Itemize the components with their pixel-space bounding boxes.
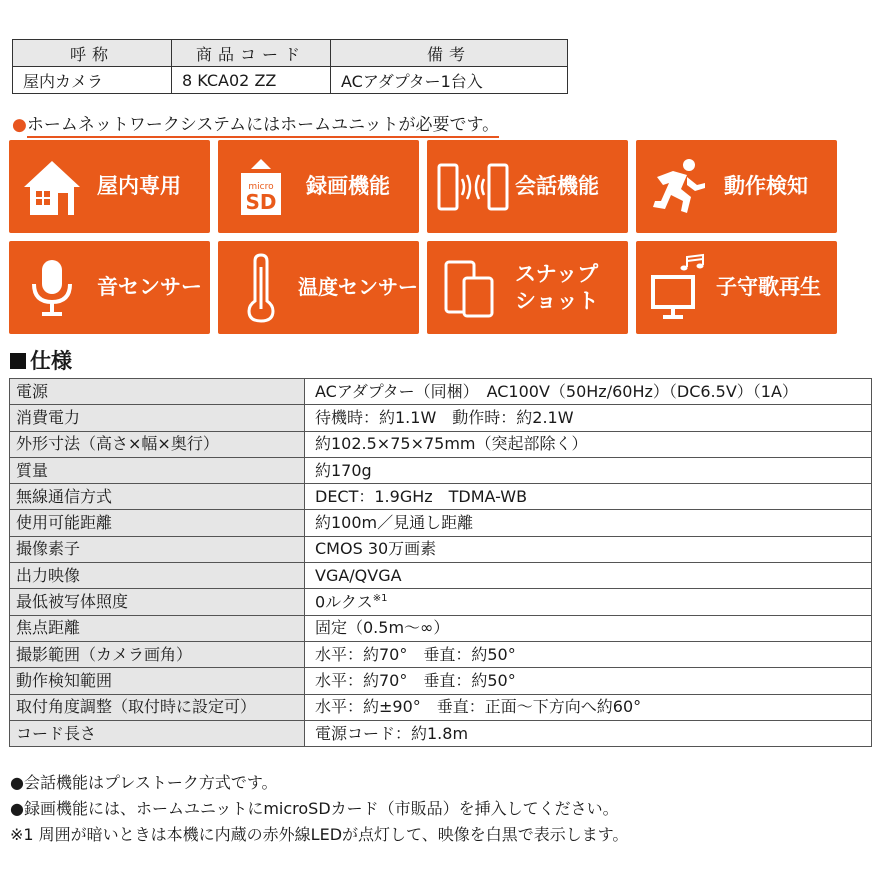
spec-value bbox=[305, 510, 872, 536]
smartphone-icon bbox=[435, 253, 505, 323]
spec-row bbox=[10, 510, 872, 536]
spec-value bbox=[305, 668, 872, 694]
feature-label: 会話機能 bbox=[515, 174, 599, 199]
spec-value-text: 約170g bbox=[315, 460, 372, 480]
spec-row bbox=[10, 720, 872, 746]
spec-value-text: CMOS 30万画素 bbox=[315, 539, 437, 559]
spec-value bbox=[305, 484, 872, 510]
spec-key: 消費電力 bbox=[10, 405, 305, 431]
spec-value-text: 約102.5×75×75mm（突起部除く） bbox=[315, 434, 588, 454]
spec-row bbox=[10, 484, 872, 510]
feature-label: 温度センサー bbox=[298, 275, 418, 299]
feature-temperature-sensor bbox=[218, 241, 419, 334]
spec-row bbox=[10, 563, 872, 589]
footnotes bbox=[10, 770, 628, 848]
spec-value bbox=[305, 615, 872, 641]
spec-value-text: 水平：約70° 垂直：約50° bbox=[315, 670, 516, 690]
microsd-icon bbox=[226, 152, 296, 222]
footnote: ●録画機能には、ホームユニットにmicroSDカード（市販品）を挿入してください。 bbox=[10, 799, 619, 818]
spec-value-text: ACアダプター（同梱） AC100V（50Hz/60Hz）（DC6.5V）（1A） bbox=[315, 381, 798, 401]
spec-value bbox=[305, 641, 872, 667]
spec-value bbox=[305, 563, 872, 589]
spec-key: 電源 bbox=[10, 379, 305, 405]
header-remarks: 備考 bbox=[331, 40, 568, 67]
spec-key: 撮像素子 bbox=[10, 536, 305, 562]
spec-value-text: DECT：1.9GHz TDMA-WB bbox=[315, 486, 528, 506]
spec-value bbox=[305, 431, 872, 457]
phone-talk-icon bbox=[435, 152, 511, 222]
microphone-icon bbox=[17, 253, 87, 323]
spec-key: 質量 bbox=[10, 457, 305, 483]
spec-row bbox=[10, 641, 872, 667]
spec-key: 使用可能距離 bbox=[10, 510, 305, 536]
product-table bbox=[12, 39, 568, 94]
feature-label: 音センサー bbox=[97, 275, 202, 300]
feature-label: 録画機能 bbox=[306, 174, 390, 199]
cell-remarks: ACアダプター1台入 bbox=[331, 67, 568, 94]
requirement-notice bbox=[12, 110, 499, 135]
feature-recording bbox=[218, 140, 419, 233]
feature-label: 屋内専用 bbox=[97, 174, 181, 199]
spec-value bbox=[305, 720, 872, 746]
spec-key: コード長さ bbox=[10, 720, 305, 746]
feature-sound-sensor bbox=[9, 241, 210, 334]
product-table-row bbox=[13, 67, 568, 94]
product-table-header bbox=[13, 40, 568, 67]
spec-value-text: 電源コード：約1.8m bbox=[315, 723, 469, 743]
feature-label: 子守歌再生 bbox=[716, 275, 821, 300]
feature-label: スナップ ショット bbox=[515, 262, 599, 313]
svg-text:SD: SD bbox=[245, 189, 277, 214]
spec-value-text: 待機時：約1.1W 動作時：約2.1W bbox=[315, 407, 574, 427]
monitor-music-icon bbox=[644, 253, 714, 323]
spec-key: 外形寸法（高さ×幅×奥行） bbox=[10, 431, 305, 457]
spec-value-text: 約100m／見通し距離 bbox=[315, 513, 474, 533]
footnote: ●会話機能はプレストーク方式です。 bbox=[10, 773, 278, 792]
cell-code: 8 KCA02 ZZ bbox=[172, 67, 331, 94]
spec-key: 最低被写体照度 bbox=[10, 589, 305, 615]
spec-value-text: 水平：約±90° 垂直：正面〜下方向へ約60° bbox=[315, 697, 642, 717]
feature-lullaby bbox=[636, 241, 837, 334]
notice-bullet: ● bbox=[12, 115, 27, 135]
spec-value bbox=[305, 457, 872, 483]
spec-value-text: 0ルクス bbox=[315, 592, 373, 612]
spec-row bbox=[10, 457, 872, 483]
feature-label: 動作検知 bbox=[724, 174, 808, 199]
house-icon bbox=[17, 152, 87, 222]
spec-title-text: 仕様 bbox=[30, 349, 72, 373]
feature-snapshot bbox=[427, 241, 628, 334]
spec-row bbox=[10, 589, 872, 615]
spec-value bbox=[305, 589, 872, 615]
running-person-icon bbox=[644, 152, 714, 222]
notice-text: ホームネットワークシステムにはホームユニットが必要です。 bbox=[27, 115, 499, 138]
header-name: 呼称 bbox=[13, 40, 172, 67]
spec-row bbox=[10, 615, 872, 641]
spec-value bbox=[305, 536, 872, 562]
spec-row bbox=[10, 379, 872, 405]
spec-row bbox=[10, 536, 872, 562]
feature-motion bbox=[636, 140, 837, 233]
spec-table bbox=[9, 378, 872, 747]
spec-key: 無線通信方式 bbox=[10, 484, 305, 510]
square-bullet-icon bbox=[10, 353, 26, 369]
spec-row bbox=[10, 405, 872, 431]
spec-value-text: VGA/QVGA bbox=[315, 565, 402, 585]
spec-value bbox=[305, 405, 872, 431]
spec-row bbox=[10, 694, 872, 720]
cell-name: 屋内カメラ bbox=[13, 67, 172, 94]
header-code: 商品コード bbox=[172, 40, 331, 67]
svg-text:micro: micro bbox=[248, 181, 274, 192]
spec-section-title bbox=[10, 345, 72, 375]
feature-indoor bbox=[9, 140, 210, 233]
spec-value-text: 水平：約70° 垂直：約50° bbox=[315, 644, 516, 664]
spec-key: 出力映像 bbox=[10, 563, 305, 589]
spec-row bbox=[10, 668, 872, 694]
footnote: ※1 周囲が暗いときは本機に内蔵の赤外線LEDが点灯して、映像を白黒で表示します。 bbox=[10, 825, 629, 844]
feature-grid bbox=[9, 140, 837, 334]
feature-talk bbox=[427, 140, 628, 233]
spec-key: 取付角度調整（取付時に設定可） bbox=[10, 694, 305, 720]
spec-value bbox=[305, 379, 872, 405]
spec-value bbox=[305, 694, 872, 720]
spec-row bbox=[10, 431, 872, 457]
footnote-ref: ※1 bbox=[372, 592, 388, 604]
spec-key: 動作検知範囲 bbox=[10, 668, 305, 694]
spec-key: 焦点距離 bbox=[10, 615, 305, 641]
spec-key: 撮影範囲（カメラ画角） bbox=[10, 641, 305, 667]
thermometer-icon bbox=[226, 253, 296, 323]
spec-value-text: 固定（0.5m〜∞） bbox=[315, 618, 450, 638]
